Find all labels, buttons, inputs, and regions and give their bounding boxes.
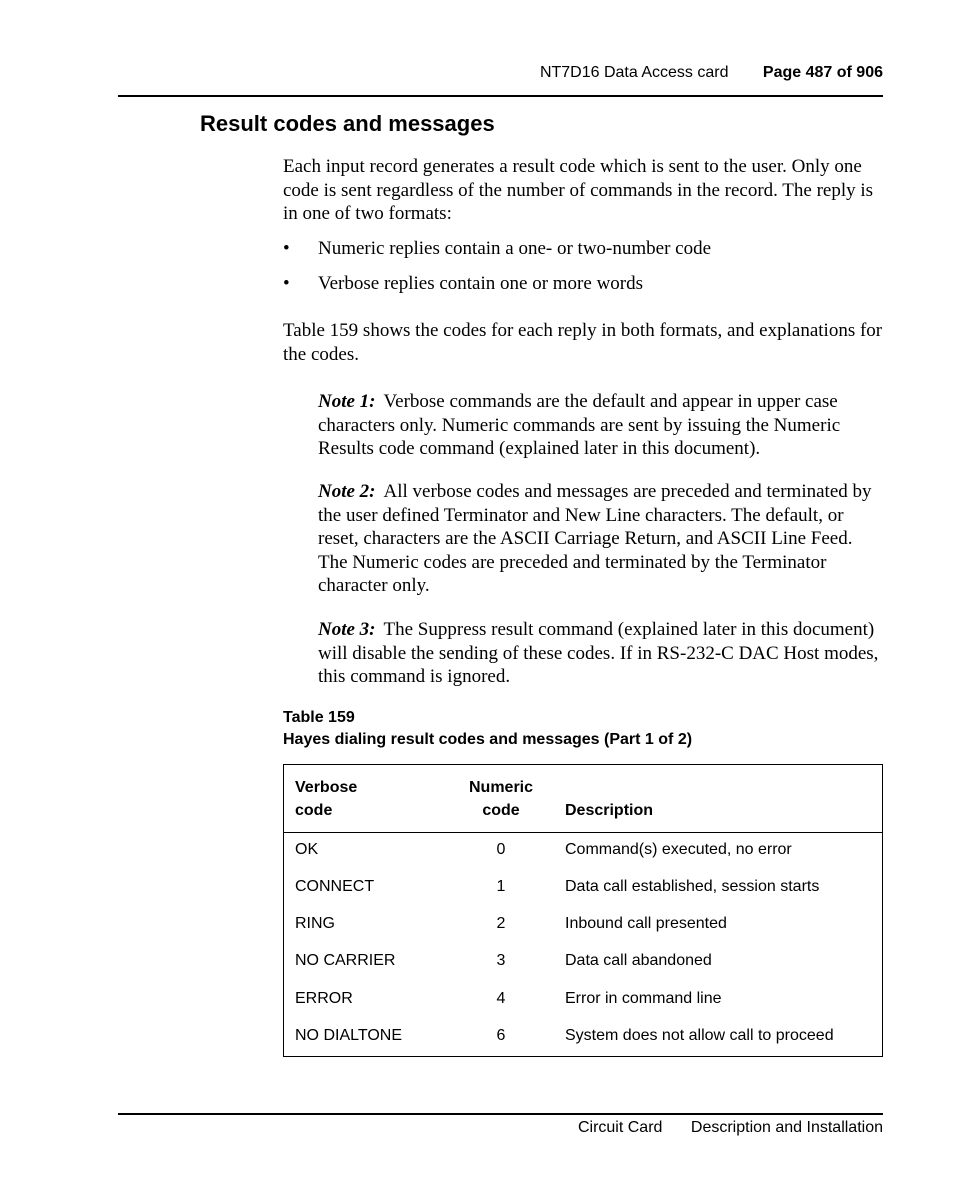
table-row	[284, 952, 882, 989]
note-1	[318, 390, 884, 461]
cell-verbose: ERROR	[295, 990, 353, 1007]
header-verbose-line2: code	[295, 802, 333, 819]
table-row	[284, 1027, 882, 1064]
cell-verbose: RING	[295, 915, 335, 932]
footer-left: Circuit Card	[577, 1119, 663, 1136]
note-2	[318, 480, 884, 598]
table-caption: Hayes dialing result codes and messages (Part 1 of 2)	[283, 731, 693, 748]
cell-description: Inbound call presented	[565, 915, 727, 932]
header-verbose-code	[295, 776, 357, 822]
page-header	[540, 64, 883, 82]
note-label: Note 1:	[318, 391, 376, 412]
cell-description: Data call abandoned	[565, 952, 712, 969]
note-text: All verbose codes and messages are preceded and terminated by the user defined Terminator and New Line characters. The default, or reset, characters are the ASCII Carriage Return, and ASCII Line Feed. The Numeric codes are preceded and terminated by the Terminator character only.	[318, 481, 872, 596]
page-footer	[578, 1119, 883, 1137]
bullet-marker: •	[283, 238, 290, 259]
header-numeric-code	[454, 776, 548, 822]
footer-rule	[118, 1113, 883, 1115]
footer-right: Description and Installation	[690, 1119, 883, 1136]
document-title: NT7D16 Data Access card	[539, 64, 729, 81]
bullet-marker: •	[283, 273, 290, 294]
cell-numeric: 1	[496, 878, 506, 895]
cell-verbose: CONNECT	[295, 878, 375, 895]
header-numeric-line1: Numeric	[468, 779, 534, 796]
page-number: Page 487 of 906	[762, 64, 883, 81]
note-text: Verbose commands are the default and appear in upper case characters only. Numeric commands are sent by issuing the Numeric Results code command (explained later in this document).	[318, 391, 841, 459]
intro-paragraph: Each input record generates a result code which is sent to the user. Only one code is sent regardless of the number of commands in the record. The reply is in one of two formats:	[283, 156, 874, 224]
table-row	[284, 915, 882, 952]
table-intro-paragraph: Table 159 shows the codes for each reply in both formats, and explanations for the codes.	[283, 320, 883, 365]
cell-verbose: OK	[295, 841, 319, 858]
section-title: Result codes and messages	[200, 111, 495, 136]
table-number: Table 159	[283, 709, 355, 726]
header-description: Description	[565, 802, 654, 819]
note-text: The Suppress result command (explained later in this document) will disable the sending of these codes. If in RS-232-C DAC Host modes, this command is ignored.	[318, 619, 879, 687]
cell-description: Command(s) executed, no error	[565, 841, 792, 858]
table-header	[284, 765, 882, 833]
header-numeric-line2: code	[482, 802, 520, 819]
cell-verbose: NO CARRIER	[295, 952, 396, 969]
cell-numeric: 6	[496, 1027, 506, 1044]
bullet-text: Verbose replies contain one or more words	[318, 273, 644, 294]
cell-description: System does not allow call to proceed	[565, 1027, 834, 1044]
cell-numeric: 0	[496, 841, 506, 858]
result-codes-table	[283, 764, 883, 1057]
table-row	[284, 878, 882, 915]
cell-description: Error in command line	[565, 990, 722, 1007]
bullet-text: Numeric replies contain a one- or two-number code	[318, 238, 712, 259]
table-row	[284, 841, 882, 878]
cell-description: Data call established, session starts	[565, 878, 820, 895]
cell-numeric: 3	[496, 952, 506, 969]
note-label: Note 3:	[318, 619, 376, 640]
header-rule	[118, 95, 883, 97]
cell-numeric: 4	[496, 990, 506, 1007]
note-3	[318, 618, 884, 689]
table-row	[284, 990, 882, 1027]
note-label: Note 2:	[318, 481, 376, 502]
cell-numeric: 2	[496, 915, 506, 932]
header-verbose-line1: Verbose	[295, 779, 358, 796]
cell-verbose: NO DIALTONE	[295, 1027, 402, 1044]
